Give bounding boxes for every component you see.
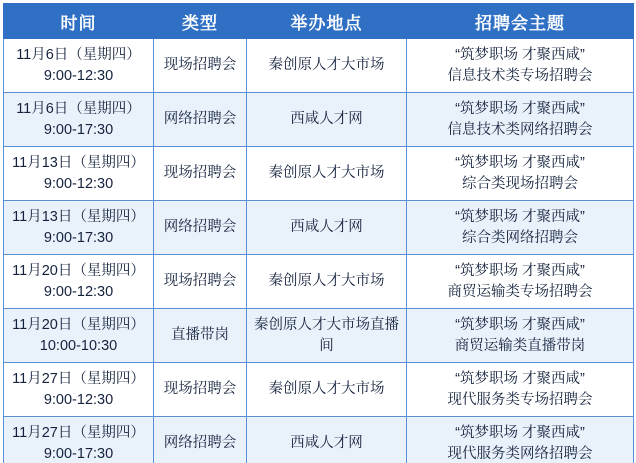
column-header-theme: 招聘会主题	[407, 4, 634, 39]
cell-theme	[407, 255, 634, 309]
theme-slogan: “筑梦职场 才聚西咸”	[455, 154, 585, 171]
column-header-venue: 举办地点	[247, 4, 407, 39]
table-row	[4, 363, 634, 417]
cell-time	[4, 93, 154, 147]
cell-theme	[407, 309, 634, 363]
cell-theme	[407, 39, 634, 93]
time-range: 9:00-12:30	[43, 391, 114, 408]
theme-detail: 现代服务类网络招聘会	[447, 445, 593, 462]
time-date: 11月13日（星期四）	[12, 208, 145, 225]
theme-detail: 信息技术类专场招聘会	[447, 67, 593, 84]
cell-type: 现场招聘会	[154, 255, 247, 309]
cell-time	[4, 147, 154, 201]
table-row	[4, 93, 634, 147]
time-range: 10:00-10:30	[39, 337, 118, 354]
theme-detail: 综合类网络招聘会	[462, 229, 578, 246]
table-row	[4, 201, 634, 255]
cell-theme	[407, 147, 634, 201]
time-range: 9:00-12:30	[43, 283, 114, 300]
time-date: 11月13日（星期四）	[12, 154, 145, 171]
table-header	[4, 4, 634, 39]
theme-detail: 信息技术类网络招聘会	[447, 121, 593, 138]
cell-time	[4, 201, 154, 255]
recruitment-schedule-table	[3, 3, 634, 463]
time-date: 11月6日（星期四）	[16, 46, 141, 63]
theme-slogan: “筑梦职场 才聚西咸”	[455, 46, 585, 63]
theme-slogan: “筑梦职场 才聚西咸”	[455, 100, 585, 117]
cell-venue: 西咸人才网	[247, 93, 407, 147]
cell-type: 现场招聘会	[154, 39, 247, 93]
table-row	[4, 417, 634, 463]
cell-venue: 秦创原人才大市场	[247, 147, 407, 201]
cell-venue: 秦创原人才大市场	[247, 255, 407, 309]
column-header-time: 时间	[4, 4, 154, 39]
cell-type: 网络招聘会	[154, 93, 247, 147]
cell-time	[4, 255, 154, 309]
cell-type: 网络招聘会	[154, 417, 247, 463]
theme-slogan: “筑梦职场 才聚西咸”	[455, 208, 585, 225]
theme-detail: 商贸运输类直播带岗	[454, 337, 586, 354]
time-date: 11月6日（星期四）	[16, 100, 141, 117]
theme-slogan: “筑梦职场 才聚西咸”	[455, 424, 585, 441]
table-row	[4, 309, 634, 363]
cell-time	[4, 309, 154, 363]
table-header-row	[4, 4, 634, 39]
theme-detail: 商贸运输类专场招聘会	[447, 283, 593, 300]
time-date: 11月20日（星期四）	[12, 262, 145, 279]
table-row	[4, 255, 634, 309]
cell-venue: 西咸人才网	[247, 201, 407, 255]
table-row	[4, 147, 634, 201]
cell-time	[4, 363, 154, 417]
cell-theme	[407, 363, 634, 417]
time-range: 9:00-17:30	[43, 445, 114, 462]
time-date: 11月20日（星期四）	[12, 316, 145, 333]
theme-slogan: “筑梦职场 才聚西咸”	[455, 316, 585, 333]
theme-detail: 综合类现场招聘会	[462, 175, 578, 192]
cell-theme	[407, 201, 634, 255]
time-range: 9:00-17:30	[43, 121, 114, 138]
theme-slogan: “筑梦职场 才聚西咸”	[455, 370, 585, 387]
time-range: 9:00-17:30	[43, 229, 114, 246]
time-range: 9:00-12:30	[43, 175, 114, 192]
cell-venue: 秦创原人才大市场	[247, 363, 407, 417]
cell-type: 现场招聘会	[154, 363, 247, 417]
cell-theme	[407, 93, 634, 147]
cell-venue: 秦创原人才大市场	[247, 39, 407, 93]
time-date: 11月27日（星期四）	[12, 370, 145, 387]
cell-venue: 西咸人才网	[247, 417, 407, 463]
table-body	[4, 39, 634, 463]
cell-type: 现场招聘会	[154, 147, 247, 201]
cell-theme	[407, 417, 634, 463]
cell-type: 直播带岗	[154, 309, 247, 363]
cell-time	[4, 39, 154, 93]
time-date: 11月27日（星期四）	[12, 424, 145, 441]
theme-slogan: “筑梦职场 才聚西咸”	[455, 262, 585, 279]
time-range: 9:00-12:30	[43, 67, 114, 84]
cell-time	[4, 417, 154, 463]
column-header-type: 类型	[154, 4, 247, 39]
cell-type: 网络招聘会	[154, 201, 247, 255]
cell-venue: 秦创原人才大市场直播间	[247, 309, 407, 363]
table-row	[4, 39, 634, 93]
theme-detail: 现代服务类专场招聘会	[447, 391, 593, 408]
